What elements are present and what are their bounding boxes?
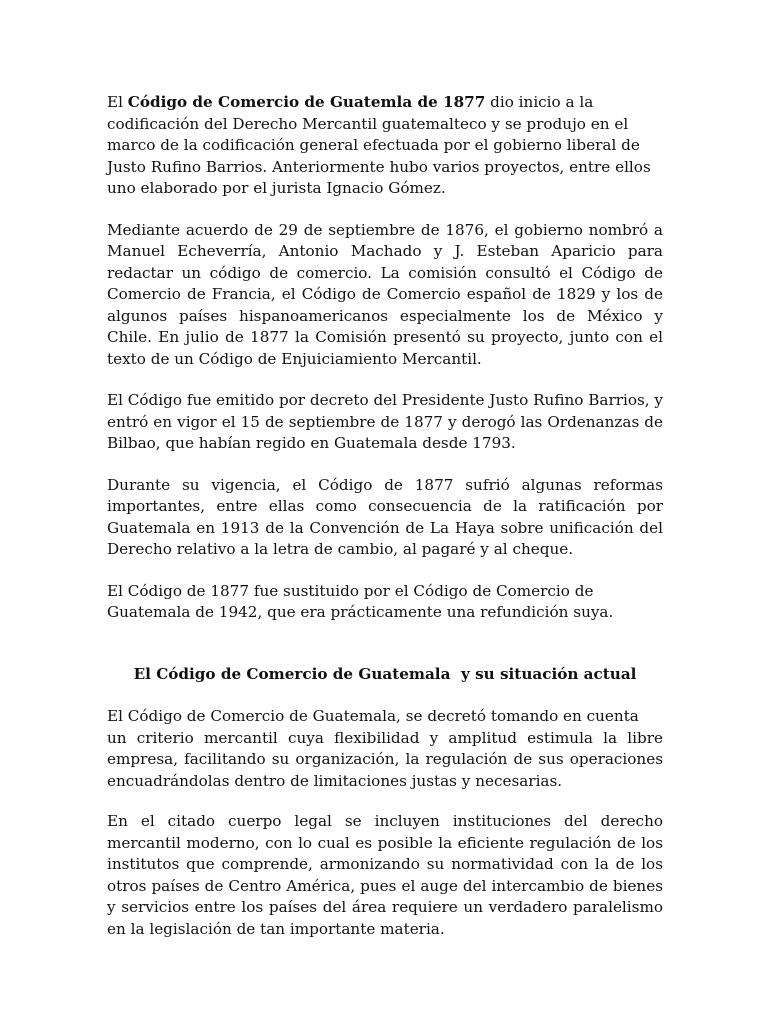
paragraph-current-code xyxy=(107,706,663,792)
paragraph-code-1877-origin xyxy=(107,92,663,200)
paragraph-central-america: En el citado cuerpo legal se incluyen instituciones del derecho mercantil moderno, con lo cual es posible la eficiente regulación de los institutos que comprende, armonizando su normatividad con la de los otros países de Centro América, pues el auge del intercambio de bienes y servicios entre los países del área requiere un verdadero paralelismo en la legislación de tan importante materia. xyxy=(107,812,663,938)
document-body xyxy=(107,92,663,961)
paragraph-replacement-1942: El Código de 1877 fue sustituido por el Código de Comercio de Guatemala de 1942, que era prácticamente una refundición suya. xyxy=(107,581,614,621)
paragraph-commission: Mediante acuerdo de 29 de septiembre de 1876, el gobierno nombró a Manuel Echeverría, Antonio Machado y J. Esteban Aparicio para redactar un código de comercio. La comisión consultó el Código de Comercio de Francia, el Código de Comercio español de 1829 y los de algunos países hispanoamericanos especialmente los de México y Chile. En julio de 1877 la Comisión presentó su proyecto, junto con el texto de un Código de Enjuiciamiento Mercantil. xyxy=(107,220,663,368)
bold-title-code-1877: Código de Comercio de Guatemla de 1877 xyxy=(127,93,486,111)
paragraph-prefix: El xyxy=(107,93,128,111)
paragraph-continuation: un criterio mercantil cuya flexibilidad y amplitud estimula la libre empresa, facilitando su organización, la regulación de sus operaciones encuadrándolas dentro de limitaciones justas y necesarias. xyxy=(107,728,663,790)
paragraph-first-line: El Código de Comercio de Guatemala, se decretó tomando en cuenta xyxy=(107,707,639,725)
paragraph-body: dio inicio a la codificación del Derecho Mercantil guatemalteco y se produjo en el marco de la codificación general efectuada por el gobierno liberal de Justo Rufino Barrios. Anteriormente hubo varios proyectos, entre ellos uno elaborado por el jurista Ignacio Gómez. xyxy=(107,93,651,197)
paragraph-decree: El Código fue emitido por decreto del Presidente Justo Rufino Barrios, y entró en vigor el 15 de septiembre de 1877 y derogó las Ordenanzas de Bilbao, que habían regido en Guatemala desde 1793. xyxy=(107,391,663,452)
section-heading: El Código de Comercio de Guatemala y su situación actual xyxy=(133,664,637,683)
paragraph-reforms: Durante su vigencia, el Código de 1877 sufrió algunas reformas importantes, entre ellas como consecuencia de la ratificación por Guatemala en 1913 de la Convención de La Haya sobre unificación del Derecho relativo a la letra de cambio, al pagaré y al cheque. xyxy=(107,475,663,558)
